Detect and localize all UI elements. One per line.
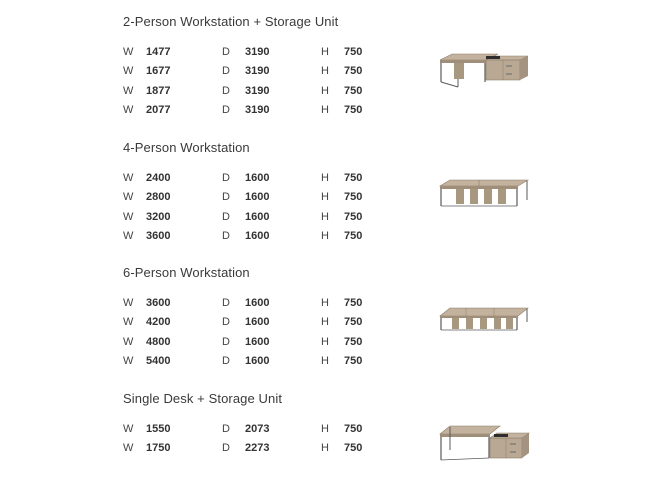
section-title: 2-Person Workstation + Storage Unit (123, 14, 339, 29)
dimension-table (123, 294, 653, 371)
four-person-workstation-image (436, 176, 532, 212)
width-value: 3600 (146, 297, 171, 309)
dimension-row (123, 227, 653, 246)
width-value: 1877 (146, 84, 171, 97)
height-value: 750 (344, 46, 363, 58)
width-value: 2400 (146, 172, 171, 184)
height-value: 750 (344, 316, 363, 329)
height-value: 750 (344, 172, 363, 184)
depth-value: 3190 (245, 84, 270, 97)
dimension-row (123, 352, 653, 371)
depth-value: 1600 (245, 335, 270, 348)
dimension-row (123, 313, 653, 332)
height-value: 750 (344, 65, 363, 78)
width-value: 1677 (146, 65, 171, 78)
height-value: 750 (344, 229, 363, 242)
section-6-person (123, 264, 653, 371)
height-value: 750 (344, 423, 363, 435)
width-value: 1477 (146, 46, 171, 58)
width-label: W (123, 191, 134, 204)
dimension-row (123, 294, 653, 313)
width-label: W (123, 65, 134, 78)
width-label: W (123, 210, 134, 223)
height-label: H (321, 442, 329, 455)
width-value: 3200 (146, 210, 171, 223)
height-label: H (321, 423, 329, 435)
section-single-desk-storage (123, 390, 653, 459)
section-title: 4-Person Workstation (123, 140, 250, 155)
width-value: 3600 (146, 229, 171, 242)
depth-label: D (222, 297, 230, 309)
width-value: 1550 (146, 423, 171, 435)
depth-label: D (222, 210, 230, 223)
depth-label: D (222, 103, 230, 116)
dimension-row (123, 188, 653, 207)
dimension-row (123, 333, 653, 352)
depth-label: D (222, 316, 230, 329)
width-value: 2077 (146, 103, 171, 116)
depth-value: 3190 (245, 103, 270, 116)
dimension-row (123, 43, 653, 62)
depth-value: 3190 (245, 65, 270, 78)
depth-label: D (222, 335, 230, 348)
section-title: Single Desk + Storage Unit (123, 391, 283, 406)
width-label: W (123, 335, 134, 348)
depth-value: 2273 (245, 442, 270, 455)
depth-value: 1600 (245, 210, 270, 223)
height-value: 750 (344, 335, 363, 348)
depth-value: 1600 (245, 191, 270, 204)
single-desk-storage-image (436, 420, 532, 466)
height-value: 750 (344, 354, 363, 367)
height-label: H (321, 65, 329, 78)
height-value: 750 (344, 103, 363, 116)
height-label: H (321, 103, 329, 116)
depth-label: D (222, 46, 230, 58)
depth-label: D (222, 229, 230, 242)
section-2-person-storage (123, 13, 653, 120)
depth-label: D (222, 354, 230, 367)
dimension-row (123, 208, 653, 227)
width-label: W (123, 172, 134, 184)
height-label: H (321, 210, 329, 223)
depth-label: D (222, 172, 230, 184)
depth-value: 2073 (245, 423, 270, 435)
depth-value: 1600 (245, 172, 270, 184)
width-label: W (123, 84, 134, 97)
width-label: W (123, 297, 134, 309)
depth-value: 1600 (245, 229, 270, 242)
width-value: 5400 (146, 354, 171, 367)
section-4-person (123, 139, 653, 246)
height-value: 750 (344, 210, 363, 223)
height-label: H (321, 172, 329, 184)
section-title: 6-Person Workstation (123, 265, 250, 280)
height-label: H (321, 316, 329, 329)
dimension-row (123, 101, 653, 120)
width-value: 4800 (146, 335, 171, 348)
height-value: 750 (344, 297, 363, 309)
width-label: W (123, 442, 134, 455)
height-label: H (321, 46, 329, 58)
dimension-row (123, 439, 653, 458)
width-value: 4200 (146, 316, 171, 329)
height-label: H (321, 229, 329, 242)
dimension-table (123, 420, 653, 459)
six-person-workstation-image (436, 302, 532, 334)
depth-label: D (222, 442, 230, 455)
height-label: H (321, 354, 329, 367)
width-label: W (123, 229, 134, 242)
depth-label: D (222, 84, 230, 97)
width-label: W (123, 103, 134, 116)
width-value: 1750 (146, 442, 171, 455)
height-value: 750 (344, 442, 363, 455)
dimension-table (123, 169, 653, 246)
height-value: 750 (344, 84, 363, 97)
height-label: H (321, 84, 329, 97)
dimension-row (123, 420, 653, 439)
height-label: H (321, 297, 329, 309)
two-person-storage-workstation-image (436, 50, 532, 92)
depth-label: D (222, 423, 230, 435)
width-value: 2800 (146, 191, 171, 204)
width-label: W (123, 46, 134, 58)
width-label: W (123, 354, 134, 367)
dimension-table (123, 43, 653, 120)
width-label: W (123, 316, 134, 329)
depth-label: D (222, 65, 230, 78)
dimension-row (123, 169, 653, 188)
height-label: H (321, 335, 329, 348)
depth-value: 3190 (245, 46, 270, 58)
depth-value: 1600 (245, 316, 270, 329)
height-label: H (321, 191, 329, 204)
depth-value: 1600 (245, 297, 270, 309)
width-label: W (123, 423, 134, 435)
dimension-row (123, 62, 653, 81)
depth-value: 1600 (245, 354, 270, 367)
dimension-row (123, 82, 653, 101)
depth-label: D (222, 191, 230, 204)
height-value: 750 (344, 191, 363, 204)
